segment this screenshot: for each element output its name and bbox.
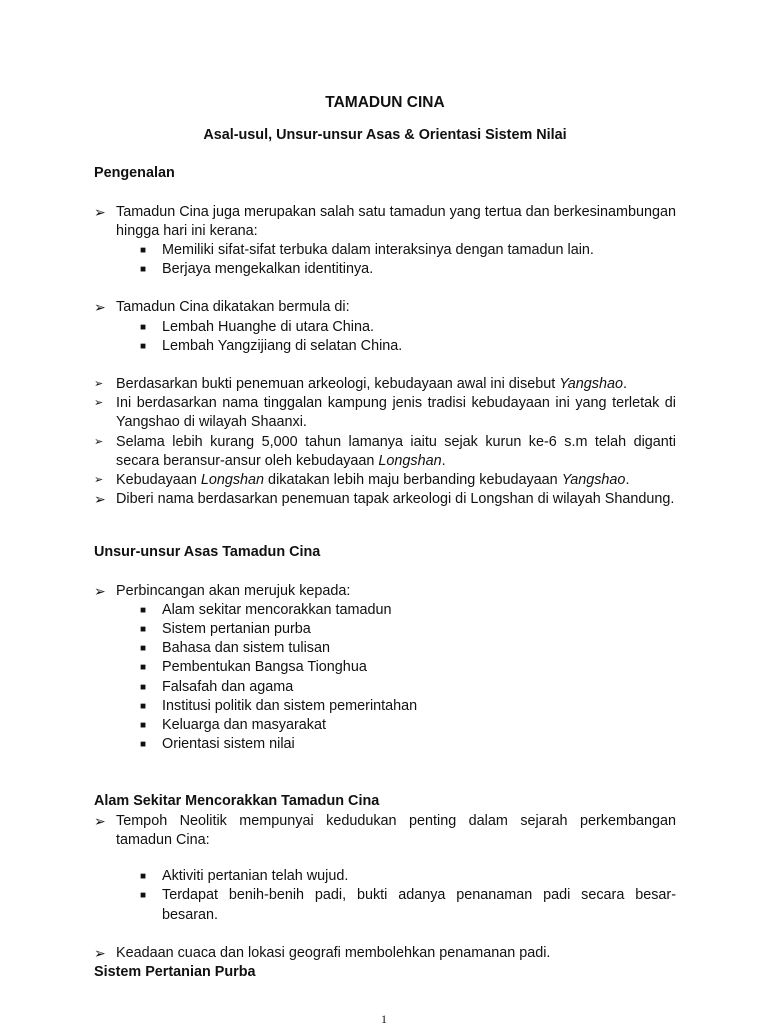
square-bullet-icon: ■ — [140, 264, 147, 276]
sub-list-item: ■ Pembentukan Bangsa Tionghua — [94, 658, 676, 677]
list-item: ➢ Diberi nama berdasarkan penemuan tapak arkeologi di Longshan di wilayah Shandung. — [94, 490, 676, 509]
square-bullet-icon: ■ — [140, 890, 147, 902]
arrow-bullet-icon: ➢ — [94, 491, 106, 508]
arrow-bullet-icon: ➢ — [94, 397, 104, 410]
list-item: ➢ Tempoh Neolitik mempunyai kedudukan penting dalam sejarah perkembangan tamadun Cina: — [94, 812, 676, 848]
list-item: ➢ Tamadun Cina juga merupakan salah satu tamadun yang tertua dan berkesinambungan hingga hari ini kerana: — [94, 203, 677, 239]
square-bullet-icon: ■ — [140, 739, 147, 751]
page-number: 1 — [381, 1012, 387, 1026]
sub-list-item: ■ Falsafah dan agama — [94, 678, 676, 697]
document-body — [94, 93, 676, 982]
sub-list-item: ■ Aktiviti pertanian telah wujud. — [94, 867, 676, 886]
arrow-bullet-icon: ➢ — [94, 299, 106, 316]
sub-list-item: ■ Keluarga dan masyarakat — [94, 716, 676, 735]
arrow-bullet-icon: ➢ — [94, 582, 106, 599]
square-bullet-icon: ■ — [140, 681, 147, 693]
page-subtitle: Asal-usul, Unsur-unsur Asas & Orientasi Sistem Nilai — [203, 127, 567, 144]
square-bullet-icon: ■ — [140, 624, 147, 636]
arrow-bullet-icon: ➢ — [94, 474, 104, 487]
sub-list-item: ■ Orientasi sistem nilai — [94, 735, 676, 754]
page-title: TAMADUN CINA — [325, 94, 445, 111]
square-bullet-icon: ■ — [140, 700, 147, 712]
arrow-bullet-icon: ➢ — [94, 812, 106, 829]
section-heading-alam-sekitar: Alam Sekitar Mencorakkan Tamadun Cina — [94, 793, 380, 810]
sub-list-item: ■ Sistem pertanian purba — [94, 620, 676, 639]
sub-list-item: ■ Terdapat benih-benih padi, bukti adanya penanaman padi secara besar-besaran. — [140, 887, 676, 923]
square-bullet-icon: ■ — [140, 245, 147, 257]
square-bullet-icon: ■ — [140, 662, 147, 674]
list-item: ➢ Keadaan cuaca dan lokasi geografi membolehkan penamanan padi. — [94, 944, 676, 963]
list-item: ➢ Kebudayaan Longshan dikatakan lebih maju berbanding kebudayaan Yangshao. — [94, 471, 676, 490]
sub-list-item: ■ Memiliki sifat-sifat terbuka dalam interaksinya dengan tamadun lain. — [94, 241, 676, 260]
sub-list-item: ■ Berjaya mengekalkan identitinya. — [94, 260, 676, 279]
arrow-bullet-icon: ➢ — [94, 378, 104, 391]
square-bullet-icon: ■ — [140, 604, 147, 616]
sub-list-item: ■ Alam sekitar mencorakkan tamadun — [94, 601, 676, 620]
list-item: ➢ Ini berdasarkan nama tinggalan kampung jenis tradisi kebudayaan ini yang terletak di Yangshao di wilayah Shaanxi. — [94, 395, 676, 431]
square-bullet-icon: ■ — [140, 340, 147, 352]
arrow-bullet-icon: ➢ — [94, 944, 106, 961]
sub-list-item: ■ Lembah Yangzijiang di selatan China. — [94, 337, 676, 356]
list-item: ➢ Tamadun Cina dikatakan bermula di: — [94, 298, 676, 317]
arrow-bullet-icon: ➢ — [94, 203, 106, 220]
list-item: ➢ Berdasarkan bukti penemuan arkeologi, kebudayaan awal ini disebut Yangshao. — [94, 375, 676, 394]
arrow-bullet-icon: ➢ — [94, 435, 104, 448]
section-heading-unsur-asas: Unsur-unsur Asas Tamadun Cina — [94, 544, 321, 561]
sub-list-item: ■ Lembah Huanghe di utara China. — [94, 318, 676, 337]
list-item: ➢ Perbincangan akan merujuk kepada: — [94, 582, 676, 601]
sub-list-item: ■ Bahasa dan sistem tulisan — [94, 639, 676, 658]
section-heading-sistem-pertanian: Sistem Pertanian Purba — [94, 963, 256, 980]
section-heading-pengenalan: Pengenalan — [94, 165, 175, 182]
square-bullet-icon: ■ — [140, 643, 147, 655]
square-bullet-icon: ■ — [140, 720, 147, 732]
square-bullet-icon: ■ — [140, 871, 147, 883]
square-bullet-icon: ■ — [140, 321, 147, 333]
sub-list-item: ■ Institusi politik dan sistem pemerintahan — [94, 697, 676, 716]
list-item: ➢ Selama lebih kurang 5,000 tahun lamanya iaitu sejak kurun ke-6 s.m telah diganti secara beransur-ansur oleh kebudayaan Longshan. — [94, 433, 676, 469]
